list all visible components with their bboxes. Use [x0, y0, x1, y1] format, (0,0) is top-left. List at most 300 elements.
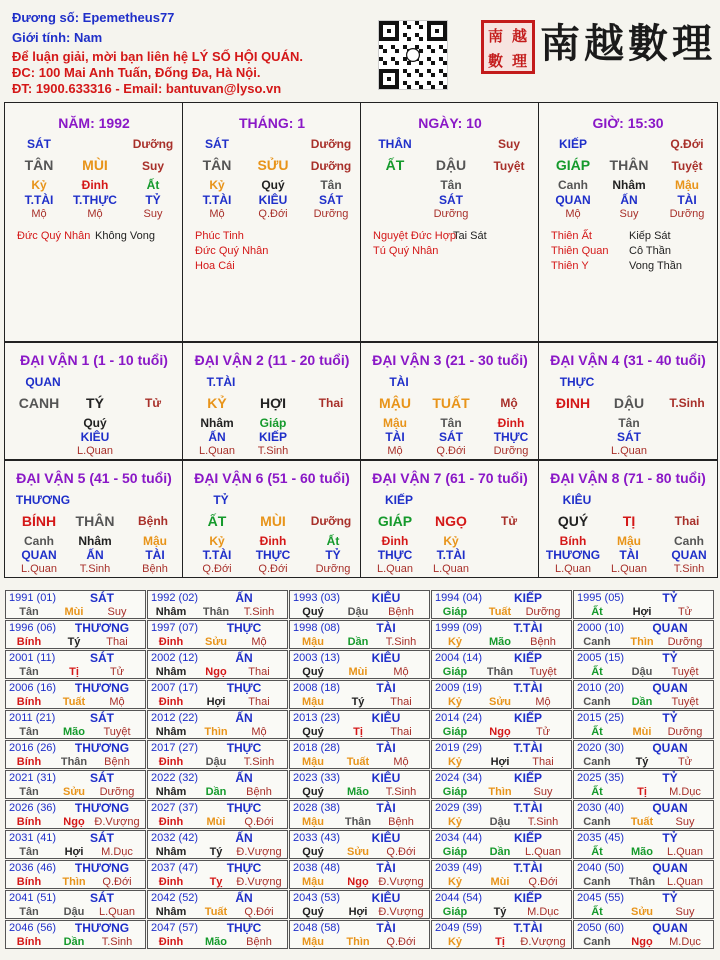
- year-stem: Kỷ: [447, 936, 463, 948]
- dai-van-hidden-phase: T.Sinh: [257, 445, 289, 457]
- year-cell[interactable]: [147, 890, 288, 919]
- year-cell[interactable]: [573, 920, 714, 949]
- year-cell[interactable]: [147, 680, 288, 709]
- year-phase: L.Quan: [666, 876, 704, 888]
- year-branch: Thân: [628, 876, 656, 888]
- seal-char: 理: [512, 52, 528, 70]
- year-god: KIÊU: [371, 591, 401, 605]
- dai-van-hidden-phase: T.Sinh: [79, 563, 111, 575]
- year-phase: T.Sinh: [385, 786, 417, 798]
- ten-god: SÁT: [27, 137, 51, 151]
- year-god: TỶ: [662, 711, 678, 725]
- hidden-stem: Canh: [558, 178, 588, 192]
- year-cell[interactable]: [289, 920, 430, 949]
- dai-van-title: ĐẠI VẬN 5 (41 - 50 tuổi): [16, 470, 172, 486]
- year-cell[interactable]: [431, 590, 572, 619]
- year-cell[interactable]: [147, 860, 288, 889]
- year-phase: T.Sinh: [243, 756, 275, 768]
- year-branch: Tỵ: [209, 876, 223, 888]
- year-god: T.TÀI: [513, 741, 543, 755]
- year-cell[interactable]: [289, 890, 430, 919]
- year-cell[interactable]: [289, 680, 430, 709]
- dai-van-phase: Thai: [318, 396, 344, 410]
- year-branch: Tị: [495, 936, 505, 948]
- dai-van-hidden-god: TỶ: [325, 548, 341, 562]
- hidden-phase: Suy: [619, 208, 639, 220]
- year-branch: Mùi: [490, 876, 510, 888]
- year-branch: Mùi: [348, 666, 368, 678]
- year-branch: Mùi: [64, 606, 84, 618]
- seal-char: 數: [488, 52, 504, 70]
- dai-van-hidden-god: T.TÀI: [202, 548, 232, 562]
- year-cell[interactable]: [573, 740, 714, 769]
- year-branch: Dậu: [631, 666, 653, 678]
- pillar-title: NGÀY: 10: [418, 115, 482, 131]
- pillar-title: GIỜ: 15:30: [592, 115, 664, 131]
- year-phase: Q.Đới: [244, 816, 274, 828]
- hidden-stem: Quý: [261, 178, 285, 192]
- year-cell[interactable]: [573, 590, 714, 619]
- year-god: TÀI: [376, 921, 396, 935]
- year-phase: Thai: [106, 636, 128, 648]
- year-phase: Tuyệt: [671, 666, 699, 678]
- year-label: 2005 (15): [577, 652, 625, 664]
- year-phase: Tuyệt: [671, 696, 699, 708]
- year-branch: Ngọ: [489, 726, 511, 738]
- seal-stamp: [481, 20, 535, 74]
- year-cell[interactable]: [5, 920, 146, 949]
- year-cell[interactable]: [5, 650, 146, 679]
- year-cell[interactable]: [5, 830, 146, 859]
- year-god: KIÊU: [371, 771, 401, 785]
- seal-char: 南: [488, 27, 504, 45]
- year-cell[interactable]: [289, 830, 430, 859]
- pillar-2: [182, 102, 362, 342]
- hidden-god: T.TÀI: [24, 193, 54, 207]
- hidden-god: TÀI: [677, 193, 697, 207]
- star-left: Hoa Cái: [195, 260, 235, 272]
- year-branch: Mão: [489, 636, 511, 648]
- year-stem: Canh: [583, 876, 611, 888]
- year-god: KIẾP: [513, 591, 542, 605]
- dai-van-hidden-god: THỰC: [493, 430, 529, 444]
- pillar-3: [360, 102, 540, 342]
- dai-van-hidden-stem: Mậu: [143, 534, 167, 548]
- stem-branch: Tuyệt: [671, 159, 703, 173]
- star-left: Đức Quý Nhân: [17, 230, 91, 242]
- dai-van-title: ĐẠI VẬN 8 (71 - 80 tuổi): [550, 470, 706, 486]
- year-label: 1996 (06): [9, 622, 57, 634]
- year-god: TÀI: [376, 801, 396, 815]
- year-label: 2047 (57): [151, 922, 199, 934]
- year-cell[interactable]: [431, 650, 572, 679]
- stem-branch: Dưỡng: [310, 159, 352, 173]
- dai-van-hidden-stem: Canh: [674, 534, 704, 548]
- year-cell[interactable]: [431, 620, 572, 649]
- year-label: 2030 (40): [577, 802, 625, 814]
- year-label: 2022 (32): [151, 772, 199, 784]
- year-stem: Đinh: [158, 696, 184, 708]
- year-phase: Thai: [248, 666, 270, 678]
- dai-van-hidden-phase: L.Quan: [198, 445, 236, 457]
- year-phase: L.Quan: [98, 906, 136, 918]
- year-branch: Thân: [202, 606, 230, 618]
- dai-van-6: [182, 460, 362, 578]
- year-label: 2015 (25): [577, 712, 625, 724]
- stem-branch: TÂN: [24, 157, 54, 173]
- year-phase: Tử: [109, 666, 125, 678]
- dai-van-hidden-god: TÀI: [145, 548, 165, 562]
- year-stem: Nhâm: [155, 726, 187, 738]
- year-branch: Dần: [347, 636, 369, 648]
- year-cell[interactable]: [289, 620, 430, 649]
- year-cell[interactable]: [147, 590, 288, 619]
- year-cell[interactable]: [431, 920, 572, 949]
- hidden-phase: Dưỡng: [433, 208, 469, 220]
- star-right: Tai Sát: [453, 230, 487, 242]
- year-branch: Dần: [489, 846, 511, 858]
- dai-van-1: [4, 342, 184, 460]
- ten-god: Suy: [497, 137, 520, 151]
- year-god: THỰC: [226, 861, 262, 875]
- dai-van-god: TỶ: [213, 493, 229, 507]
- year-phase: Q.Đới: [244, 906, 274, 918]
- year-phase: Bệnh: [530, 636, 556, 648]
- hidden-stem: Đinh: [81, 178, 109, 192]
- year-god: QUAN: [652, 741, 688, 755]
- year-cell[interactable]: [431, 830, 572, 859]
- year-god: ẤN: [235, 651, 253, 665]
- year-god: TỶ: [662, 771, 678, 785]
- year-phase: Q.Đới: [386, 846, 416, 858]
- year-cell[interactable]: [573, 800, 714, 829]
- star-right: Không Vong: [95, 230, 155, 242]
- dai-van-branch: THÂN: [75, 513, 115, 529]
- year-god: SÁT: [90, 651, 114, 665]
- hidden-god: QUAN: [555, 193, 591, 207]
- year-branch: Tị: [69, 666, 79, 678]
- year-cell[interactable]: [431, 860, 572, 889]
- year-god: T.TÀI: [513, 681, 543, 695]
- year-label: 2043 (53): [293, 892, 341, 904]
- year-cell[interactable]: [147, 740, 288, 769]
- dai-van-god: THƯƠNG: [15, 493, 71, 507]
- year-stem: Giáp: [442, 846, 468, 858]
- year-label: 2042 (52): [151, 892, 199, 904]
- year-phase: M.Dục: [527, 906, 559, 918]
- dai-van-hidden-stem: Ất: [326, 534, 340, 548]
- year-cell[interactable]: [431, 770, 572, 799]
- year-cell[interactable]: [573, 830, 714, 859]
- year-stem: Bính: [16, 636, 42, 648]
- year-stem: Quý: [302, 726, 324, 738]
- year-stem: Quý: [302, 906, 324, 918]
- header-line: Để luận giải, mời bạn liên hệ LÝ SỐ HỘI QUÁN.: [12, 49, 303, 64]
- dai-van-title: ĐẠI VẬN 6 (51 - 60 tuổi): [194, 470, 350, 486]
- year-branch: Hợi: [64, 846, 84, 858]
- year-phase: Bệnh: [388, 606, 414, 618]
- hidden-stem: Ất: [146, 178, 160, 192]
- year-stem: Giáp: [442, 606, 468, 618]
- year-god: THƯƠNG: [74, 861, 130, 875]
- year-stem: Canh: [583, 636, 611, 648]
- dai-van-hidden-stem: Mậu: [617, 534, 641, 548]
- year-cell[interactable]: [5, 590, 146, 619]
- year-branch: Mão: [347, 786, 369, 798]
- year-cell[interactable]: [431, 800, 572, 829]
- dai-van-hidden-god: QUAN: [671, 548, 707, 562]
- year-phase: Q.Đới: [102, 876, 132, 888]
- year-cell[interactable]: [573, 650, 714, 679]
- year-stem: Bính: [16, 816, 42, 828]
- year-branch: Tý: [351, 696, 365, 708]
- year-branch: Ngọ: [347, 876, 369, 888]
- year-phase: Mộ: [393, 756, 409, 768]
- year-branch: Tuất: [346, 756, 370, 768]
- year-label: 2035 (45): [577, 832, 625, 844]
- year-branch: Mão: [205, 936, 227, 948]
- year-cell[interactable]: [147, 800, 288, 829]
- year-stem: Ất: [591, 666, 603, 678]
- year-god: T.TÀI: [513, 621, 543, 635]
- year-branch: Ngọ: [205, 666, 227, 678]
- stem-branch: DẬU: [435, 157, 467, 173]
- star-left: Thiên Quan: [551, 245, 609, 257]
- year-stem: Kỷ: [447, 756, 463, 768]
- year-branch: Dần: [631, 696, 653, 708]
- year-cell[interactable]: [289, 770, 430, 799]
- year-god: TỶ: [662, 891, 678, 905]
- year-branch: Mão: [63, 726, 85, 738]
- year-phase: Dưỡng: [99, 786, 135, 798]
- year-branch: Tý: [493, 906, 507, 918]
- hidden-god: SÁT: [319, 193, 343, 207]
- pillar-title: NĂM: 1992: [58, 115, 130, 131]
- year-phase: Mộ: [251, 726, 267, 738]
- year-branch: Hợi: [490, 756, 510, 768]
- year-cell[interactable]: [289, 710, 430, 739]
- year-stem: Mậu: [302, 876, 324, 888]
- dai-van-hidden-god: THỰC: [255, 548, 291, 562]
- dai-van-branch: MÙI: [260, 513, 286, 529]
- year-cell[interactable]: [431, 890, 572, 919]
- year-branch: Dần: [205, 786, 227, 798]
- year-phase: Dưỡng: [667, 636, 703, 648]
- year-label: 2007 (17): [151, 682, 199, 694]
- year-cell[interactable]: [147, 830, 288, 859]
- year-stem: Bính: [16, 936, 42, 948]
- year-stem: Kỷ: [447, 636, 463, 648]
- year-phase: Bệnh: [246, 786, 272, 798]
- dai-van-hidden-god: KIẾP: [258, 430, 287, 444]
- year-branch: Thìn: [630, 636, 654, 648]
- year-branch: Thân: [60, 756, 88, 768]
- header-line: Đương số: Epemetheus77: [12, 10, 175, 25]
- year-stem: Kỷ: [447, 816, 463, 828]
- year-cell[interactable]: [431, 710, 572, 739]
- year-cell[interactable]: [573, 890, 714, 919]
- year-phase: Suy: [675, 816, 695, 828]
- dai-van-hidden-phase: L.Quan: [432, 563, 470, 575]
- hidden-stem: Mậu: [675, 178, 699, 192]
- year-god: TỶ: [662, 591, 678, 605]
- year-god: SÁT: [90, 831, 114, 845]
- hidden-phase: Mộ: [209, 208, 225, 220]
- dai-van-stem: CANH: [18, 395, 60, 411]
- year-label: 2016 (26): [9, 742, 57, 754]
- year-branch: Tý: [635, 756, 649, 768]
- year-cell[interactable]: [573, 710, 714, 739]
- dai-van-branch: HỢI: [260, 395, 286, 411]
- year-branch: Sửu: [346, 846, 370, 858]
- year-cell[interactable]: [147, 650, 288, 679]
- dai-van-5: [4, 460, 184, 578]
- year-stem: Quý: [302, 786, 324, 798]
- dai-van-phase: Tử: [144, 396, 162, 410]
- dai-van-hidden-god: SÁT: [617, 430, 641, 444]
- year-label: 2038 (48): [293, 862, 341, 874]
- year-label: 2029 (39): [435, 802, 483, 814]
- year-branch: Thìn: [204, 726, 228, 738]
- year-cell[interactable]: [573, 770, 714, 799]
- year-branch: Dậu: [63, 906, 85, 918]
- year-god: THƯƠNG: [74, 741, 130, 755]
- year-phase: Bệnh: [388, 816, 414, 828]
- year-stem: Mậu: [302, 816, 324, 828]
- year-cell[interactable]: [431, 680, 572, 709]
- year-label: 2012 (22): [151, 712, 199, 724]
- year-cell[interactable]: [147, 770, 288, 799]
- year-cell[interactable]: [289, 740, 430, 769]
- year-cell[interactable]: [5, 890, 146, 919]
- year-phase: Tuyệt: [103, 726, 131, 738]
- year-stem: Tân: [19, 726, 39, 738]
- year-phase: Mộ: [251, 636, 267, 648]
- year-stem: Canh: [583, 696, 611, 708]
- year-phase: Đ.Vượng: [378, 876, 424, 888]
- year-cell[interactable]: [573, 680, 714, 709]
- year-cell[interactable]: [5, 770, 146, 799]
- dai-van-hidden-stem: Canh: [24, 534, 54, 548]
- dai-van-hidden-stem: Kỷ: [443, 534, 459, 548]
- year-cell[interactable]: [5, 710, 146, 739]
- year-stem: Canh: [583, 936, 611, 948]
- year-stem: Canh: [583, 816, 611, 828]
- dai-van-hidden-god: TÀI: [619, 548, 639, 562]
- year-phase: M.Dục: [669, 786, 701, 798]
- year-cell[interactable]: [147, 620, 288, 649]
- year-phase: Thai: [390, 726, 412, 738]
- year-stem: Quý: [302, 606, 324, 618]
- year-stem: Giáp: [442, 786, 468, 798]
- year-god: THỰC: [226, 921, 262, 935]
- year-god: THỰC: [226, 681, 262, 695]
- year-stem: Giáp: [442, 906, 468, 918]
- year-cell[interactable]: [5, 800, 146, 829]
- dai-van-god: THỰC: [559, 375, 595, 389]
- year-cell[interactable]: [5, 740, 146, 769]
- year-cell[interactable]: [573, 620, 714, 649]
- dai-van-phase: T.Sinh: [669, 396, 705, 410]
- year-cell[interactable]: [289, 590, 430, 619]
- dai-van-hidden-phase: Dưỡng: [315, 563, 351, 575]
- dai-van-4: [538, 342, 718, 460]
- year-god: T.TÀI: [513, 861, 543, 875]
- year-phase: Suy: [533, 786, 553, 798]
- year-stem: Bính: [16, 756, 42, 768]
- year-label: 2014 (24): [435, 712, 483, 724]
- dai-van-hidden-phase: L.Quan: [376, 563, 414, 575]
- dai-van-god: QUAN: [25, 375, 61, 389]
- year-stem: Đinh: [158, 636, 184, 648]
- year-god: THƯƠNG: [74, 681, 130, 695]
- ten-god: KIẾP: [558, 137, 587, 151]
- year-cell[interactable]: [289, 650, 430, 679]
- year-branch: Dần: [63, 936, 85, 948]
- year-phase: T.Sinh: [101, 936, 133, 948]
- year-stem: Ất: [591, 786, 603, 798]
- year-branch: Tý: [67, 636, 81, 648]
- dai-van-hidden-phase: Q.Đới: [436, 445, 466, 457]
- dai-van-stem: ẤT: [207, 513, 227, 529]
- dai-van-hidden-phase: L.Quan: [610, 445, 648, 457]
- dai-van-phase: Bệnh: [138, 514, 168, 528]
- logo-calligraphy: 南越數理: [540, 20, 716, 67]
- dai-van-title: ĐẠI VẬN 2 (11 - 20 tuổi): [194, 352, 350, 368]
- year-branch: Mùi: [632, 726, 652, 738]
- year-god: TÀI: [376, 741, 396, 755]
- year-stem: Ất: [591, 846, 603, 858]
- year-cell[interactable]: [289, 800, 430, 829]
- year-label: 2049 (59): [435, 922, 483, 934]
- year-cell[interactable]: [147, 920, 288, 949]
- stem-branch: Tuyệt: [493, 159, 525, 173]
- year-stem: Tân: [19, 666, 39, 678]
- year-branch: Mùi: [206, 816, 226, 828]
- year-god: QUAN: [652, 681, 688, 695]
- year-god: SÁT: [90, 591, 114, 605]
- year-branch: Thân: [344, 816, 372, 828]
- year-god: TÀI: [376, 861, 396, 875]
- year-cell[interactable]: [5, 860, 146, 889]
- dai-van-8: [538, 460, 718, 578]
- year-phase: Tử: [677, 606, 693, 618]
- stem-branch: TÂN: [202, 157, 232, 173]
- pillar-4: [538, 102, 718, 342]
- year-god: KIÊU: [371, 831, 401, 845]
- year-cell[interactable]: [147, 710, 288, 739]
- year-phase: T.Sinh: [385, 636, 417, 648]
- year-label: 2019 (29): [435, 742, 483, 754]
- year-branch: Tị: [637, 786, 647, 798]
- year-phase: Bệnh: [246, 936, 272, 948]
- year-label: 1994 (04): [435, 592, 483, 604]
- ten-god: Dưỡng: [132, 137, 174, 151]
- pillar-title: THÁNG: 1: [238, 115, 306, 131]
- year-cell[interactable]: [5, 680, 146, 709]
- year-cell[interactable]: [573, 860, 714, 889]
- year-god: SÁT: [90, 891, 114, 905]
- dai-van-stem: BÍNH: [21, 513, 57, 529]
- year-stem: Mậu: [302, 696, 324, 708]
- year-stem: Tân: [19, 846, 39, 858]
- year-cell[interactable]: [289, 860, 430, 889]
- year-cell[interactable]: [431, 740, 572, 769]
- year-stem: Mậu: [302, 636, 324, 648]
- year-stem: Bính: [16, 876, 42, 888]
- year-stem: Nhâm: [155, 786, 187, 798]
- year-cell[interactable]: [5, 620, 146, 649]
